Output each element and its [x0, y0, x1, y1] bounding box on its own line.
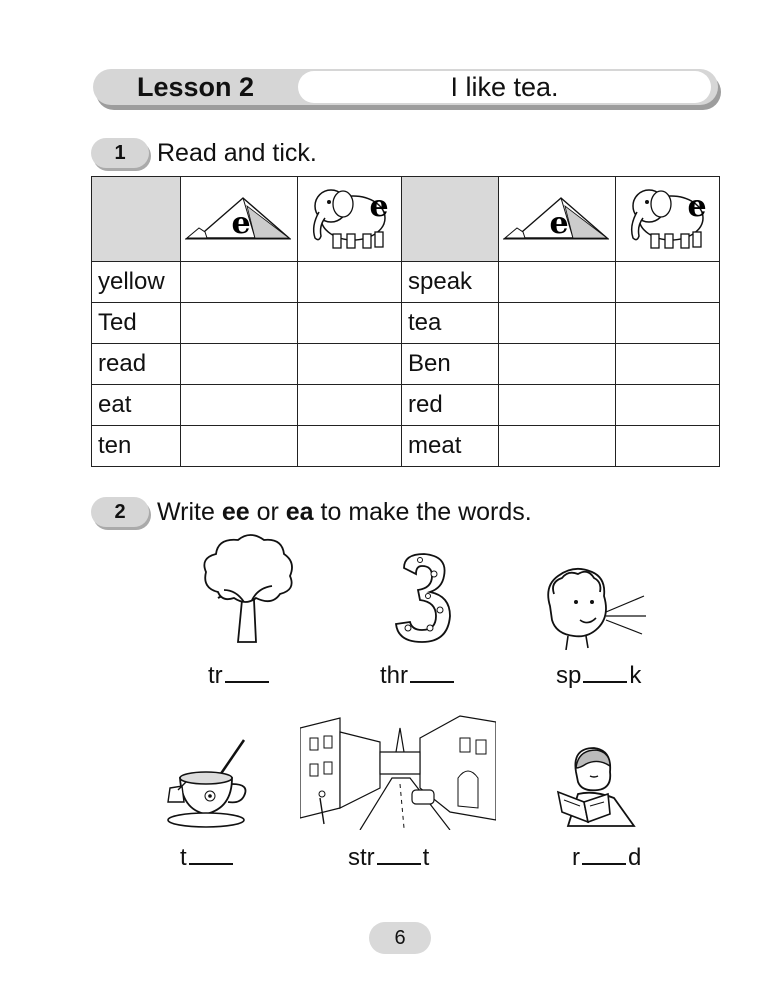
table-row	[92, 426, 720, 467]
pyramid-icon	[185, 186, 293, 246]
word-blank-item	[180, 844, 235, 872]
answer-blank[interactable]	[410, 679, 454, 683]
tick-box[interactable]	[616, 426, 720, 467]
word-cell: eat	[92, 385, 181, 426]
tick-box[interactable]	[499, 385, 616, 426]
table-row	[92, 385, 720, 426]
exercise-1-heading	[91, 136, 317, 170]
word-blank-item	[556, 662, 641, 690]
word-cell: yellow	[92, 262, 181, 303]
exercise-instruction: Read and tick.	[157, 138, 317, 167]
table-row	[92, 303, 720, 344]
exercise-instruction	[157, 498, 532, 527]
pyramid-cell	[181, 177, 298, 262]
street-scene-icon	[300, 708, 496, 830]
instruction-ea: ea	[285, 497, 314, 526]
tick-box[interactable]	[616, 262, 720, 303]
pyramid-letter: e	[231, 205, 251, 241]
tick-box[interactable]	[499, 262, 616, 303]
instruction-ee: ee	[221, 497, 250, 526]
teacup-icon	[160, 738, 252, 830]
elephant-cell	[298, 177, 402, 262]
instruction-text: or	[249, 497, 286, 526]
reading-girl-icon	[548, 742, 644, 828]
speaking-boy-icon	[544, 566, 648, 650]
tick-box[interactable]	[181, 303, 298, 344]
answer-blank[interactable]	[583, 679, 627, 683]
word-cell: read	[92, 344, 181, 385]
exercise-2-heading	[91, 495, 532, 529]
exercise-number: 1	[91, 138, 149, 168]
elephant-letter: e	[686, 188, 707, 224]
pyramid-icon	[503, 186, 611, 246]
word-end: d	[628, 844, 642, 871]
tick-box[interactable]	[298, 303, 402, 344]
tick-box[interactable]	[298, 262, 402, 303]
pyramid-letter: e	[549, 205, 569, 241]
elephant-cell	[616, 177, 720, 262]
header-blank-cell	[402, 177, 499, 262]
word-end: k	[629, 662, 642, 689]
answer-blank[interactable]	[582, 861, 626, 865]
header-blank-cell	[92, 177, 181, 262]
word-blank-item	[380, 662, 456, 690]
answer-blank[interactable]	[189, 861, 233, 865]
word-blank-item	[572, 844, 641, 872]
word-blank-item	[348, 844, 429, 872]
word-start: sp	[556, 662, 582, 689]
tick-box[interactable]	[181, 385, 298, 426]
tick-box[interactable]	[499, 344, 616, 385]
word-start: thr	[380, 662, 409, 689]
table-row	[92, 262, 720, 303]
tick-table	[91, 176, 720, 467]
table-row	[92, 344, 720, 385]
tick-box[interactable]	[616, 344, 720, 385]
tick-box[interactable]	[499, 303, 616, 344]
lesson-title: I like tea.	[298, 71, 711, 103]
answer-blank[interactable]	[225, 679, 269, 683]
word-cell: Ted	[92, 303, 181, 344]
word-cell: speak	[402, 262, 499, 303]
tick-box[interactable]	[298, 426, 402, 467]
lesson-label: Lesson 2	[136, 72, 255, 102]
instruction-text: Write	[157, 497, 222, 526]
pyramid-cell	[499, 177, 616, 262]
word-start: str	[348, 844, 375, 871]
word-start: tr	[208, 662, 223, 689]
word-cell: meat	[402, 426, 499, 467]
tick-box[interactable]	[181, 426, 298, 467]
word-blank-item	[208, 662, 271, 690]
elephant-letter: e	[368, 188, 389, 224]
lesson-header	[93, 69, 718, 105]
number-three-snake-icon	[390, 552, 456, 646]
word-end: t	[422, 844, 430, 871]
exercise-number: 2	[91, 497, 149, 527]
tick-box[interactable]	[181, 262, 298, 303]
word-cell: tea	[402, 303, 499, 344]
tick-box[interactable]	[616, 385, 720, 426]
word-cell: Ben	[402, 344, 499, 385]
word-start: r	[572, 844, 580, 871]
instruction-text: to make the words.	[313, 497, 532, 526]
tick-box[interactable]	[298, 385, 402, 426]
tick-box[interactable]	[298, 344, 402, 385]
word-cell: ten	[92, 426, 181, 467]
tree-icon	[198, 532, 298, 644]
answer-blank[interactable]	[377, 861, 421, 865]
page-number: 6	[369, 922, 431, 954]
tick-box[interactable]	[616, 303, 720, 344]
tick-box[interactable]	[499, 426, 616, 467]
word-cell: red	[402, 385, 499, 426]
elephant-icon	[621, 180, 715, 252]
elephant-icon	[303, 180, 397, 252]
tick-box[interactable]	[181, 344, 298, 385]
word-start: t	[180, 844, 187, 871]
